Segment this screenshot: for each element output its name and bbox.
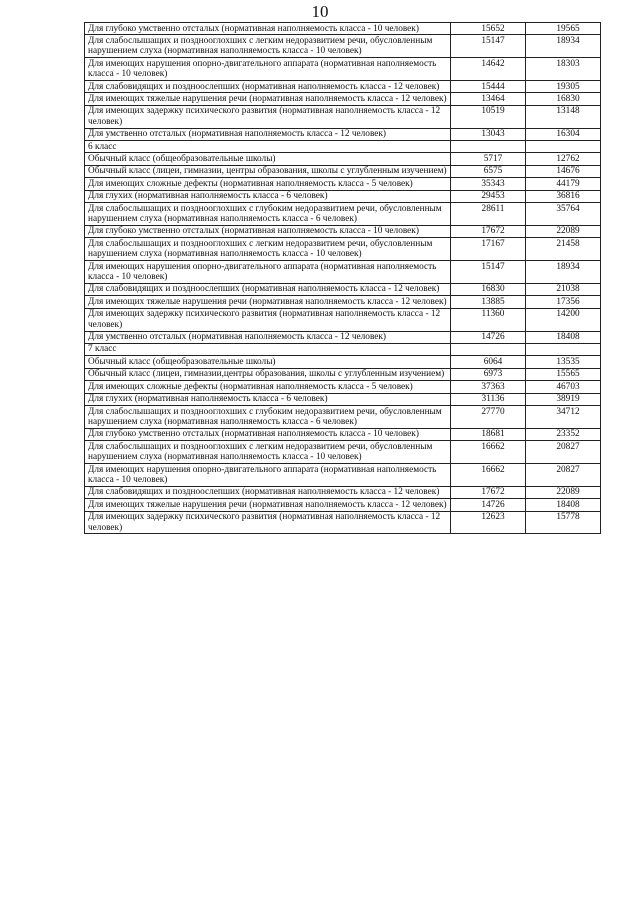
- section-title: 7 класс: [85, 343, 451, 355]
- value-cell-1: [451, 203, 526, 226]
- table-row: [85, 464, 601, 487]
- value-cell-2: [526, 105, 601, 128]
- section-header-row: [85, 343, 601, 355]
- value-1: 15147: [481, 35, 505, 46]
- value-1: 35343: [481, 178, 505, 189]
- value-cell-1: [451, 356, 526, 368]
- funding-table: [84, 22, 601, 534]
- value-cell-2: [526, 58, 601, 81]
- value-2: 18303: [556, 58, 580, 69]
- class-type-cell: Обычный класс (лицеи, гимназии, центры образования, школы с углубленным изучением): [85, 165, 451, 177]
- value-1: 18681: [481, 429, 505, 440]
- value-2: 13148: [556, 106, 580, 117]
- value-1: 37363: [481, 381, 505, 392]
- page-number: 10: [311, 2, 329, 21]
- class-type-cell: Для слабовидящих и поздноослепших (нормативная наполняемость класса - 12 человек): [85, 486, 451, 498]
- value-2: 16304: [556, 129, 580, 140]
- class-type-cell: Для глухих (нормативная наполняемость класса - 6 человек): [85, 190, 451, 202]
- class-type-cell: Для слабовидящих и поздноослепших (нормативная наполняемость класса - 12 человек): [85, 283, 451, 295]
- value-cell-2: [526, 441, 601, 464]
- value-1: 6973: [483, 369, 503, 380]
- table-row: [85, 178, 601, 190]
- value-2: 21038: [556, 284, 580, 295]
- value-cell-2: [526, 93, 601, 105]
- value-cell-1: [451, 441, 526, 464]
- table-row: [85, 393, 601, 405]
- value-2: 46703: [556, 381, 580, 392]
- class-type-cell: Для слабослышащих и позднооглохших с легким недоразвитием речи, обусловленным нарушением слуха (нормативная наполняемость класса - 10 человек): [85, 35, 451, 58]
- class-type-cell: Для имеющих тяжелые нарушения речи (нормативная наполняемость класса - 12 человек): [85, 499, 451, 511]
- class-type-cell: Обычный класс (общеобразовательные школы): [85, 356, 451, 368]
- value-2: 22089: [556, 226, 580, 237]
- value-2: 12762: [556, 153, 580, 164]
- class-type-cell: Для глубоко умственно отсталых (нормативная наполняемость класса - 10 человек): [85, 225, 451, 237]
- table-row: [85, 190, 601, 202]
- value-cell-2: [526, 165, 601, 177]
- table-row: [85, 81, 601, 93]
- value-cell-1: [451, 225, 526, 237]
- value-2: 13535: [556, 356, 580, 367]
- empty-cell: [526, 141, 601, 153]
- class-type-cell: Для слабослышащих и позднооглохших с легким недоразвитием речи, обусловленным нарушением слуха (нормативная наполняемость класса - 10 человек): [85, 441, 451, 464]
- table-row: [85, 406, 601, 429]
- value-1: 15147: [481, 261, 505, 272]
- value-cell-1: [451, 381, 526, 393]
- value-cell-2: [526, 296, 601, 308]
- value-1: 31136: [481, 394, 505, 405]
- table-row: [85, 203, 601, 226]
- value-cell-1: [451, 511, 526, 534]
- value-cell-2: [526, 428, 601, 440]
- class-type-cell: Для слабослышащих и позднооглохших с глубоким недоразвитием речи, обусловленным нарушением слуха (нормативная наполняемость класса - 6 человек): [85, 406, 451, 429]
- value-2: 14200: [556, 309, 580, 320]
- value-cell-2: [526, 238, 601, 261]
- table-row: [85, 296, 601, 308]
- table-row: [85, 225, 601, 237]
- value-cell-1: [451, 308, 526, 331]
- table-row: [85, 428, 601, 440]
- value-cell-2: [526, 406, 601, 429]
- table-row: [85, 58, 601, 81]
- value-cell-1: [451, 105, 526, 128]
- value-1: 17167: [481, 238, 505, 249]
- class-type-cell: Для слабослышащих и позднооглохших с легким недоразвитием речи, обусловленным нарушением слуха (нормативная наполняемость класса - 10 человек): [85, 238, 451, 261]
- empty-cell: [451, 141, 526, 153]
- value-1: 13464: [481, 93, 505, 104]
- value-cell-1: [451, 93, 526, 105]
- value-cell-2: [526, 128, 601, 140]
- value-cell-1: [451, 178, 526, 190]
- value-cell-2: [526, 499, 601, 511]
- table-row: [85, 261, 601, 284]
- value-2: 35764: [556, 203, 580, 214]
- value-cell-1: [451, 165, 526, 177]
- value-cell-1: [451, 58, 526, 81]
- value-1: 13043: [481, 129, 505, 140]
- value-2: 16830: [556, 93, 580, 104]
- value-2: 20827: [556, 441, 580, 452]
- table-row: [85, 105, 601, 128]
- value-cell-2: [526, 331, 601, 343]
- class-type-cell: Для имеющих тяжелые нарушения речи (нормативная наполняемость класса - 12 человек): [85, 93, 451, 105]
- value-cell-2: [526, 368, 601, 380]
- class-type-cell: Для умственно отсталых (нормативная наполняемость класса - 12 человек): [85, 331, 451, 343]
- value-cell-2: [526, 283, 601, 295]
- value-1: 12623: [481, 512, 505, 523]
- value-1: 10519: [481, 106, 505, 117]
- value-1: 28611: [481, 203, 505, 214]
- value-1: 17672: [481, 487, 505, 498]
- value-cell-2: [526, 381, 601, 393]
- table-row: [85, 153, 601, 165]
- table-row: [85, 308, 601, 331]
- class-type-cell: Для имеющих сложные дефекты (нормативная наполняемость класса - 5 человек): [85, 178, 451, 190]
- value-cell-2: [526, 464, 601, 487]
- class-type-cell: Для умственно отсталых (нормативная наполняемость класса - 12 человек): [85, 128, 451, 140]
- value-2: 20827: [556, 464, 580, 475]
- value-cell-2: [526, 178, 601, 190]
- value-cell-2: [526, 225, 601, 237]
- value-2: 19305: [556, 81, 580, 92]
- value-cell-2: [526, 81, 601, 93]
- value-2: 17356: [556, 296, 580, 307]
- table-row: [85, 165, 601, 177]
- value-cell-2: [526, 35, 601, 58]
- table-row: [85, 93, 601, 105]
- class-type-cell: Для слабовидящих и поздноослепших (нормативная наполняемость класса - 12 человек): [85, 81, 451, 93]
- empty-cell: [451, 343, 526, 355]
- table-row: [85, 499, 601, 511]
- table-row: [85, 486, 601, 498]
- value-cell-1: [451, 428, 526, 440]
- value-cell-1: [451, 238, 526, 261]
- value-1: 17672: [481, 226, 505, 237]
- value-1: 14642: [481, 58, 505, 69]
- value-cell-2: [526, 511, 601, 534]
- value-cell-1: [451, 35, 526, 58]
- value-2: 15565: [556, 369, 580, 380]
- section-title: 6 класс: [85, 141, 451, 153]
- value-1: 14726: [481, 499, 505, 510]
- value-cell-1: [451, 393, 526, 405]
- value-1: 11360: [481, 309, 505, 320]
- table-row: [85, 23, 601, 35]
- value-cell-1: [451, 486, 526, 498]
- value-2: 19565: [556, 23, 580, 34]
- value-2: 18408: [556, 332, 580, 343]
- value-2: 38919: [556, 394, 580, 405]
- table-row: [85, 128, 601, 140]
- class-type-cell: Для имеющих нарушения опорно-двигательного аппарата (нормативная наполняемость класса - 10 человек): [85, 464, 451, 487]
- value-cell-1: [451, 368, 526, 380]
- class-type-cell: Для имеющих нарушения опорно-двигательного аппарата (нормативная наполняемость класса - 10 человек): [85, 58, 451, 81]
- table-row: [85, 35, 601, 58]
- table-row: [85, 238, 601, 261]
- value-cell-1: [451, 128, 526, 140]
- class-type-cell: Для слабослышащих и позднооглохших с глубоким недоразвитием речи, обусловленным нарушением слуха (нормативная наполняемость класса - 6 человек): [85, 203, 451, 226]
- value-2: 23352: [556, 429, 580, 440]
- table-row: [85, 381, 601, 393]
- value-2: 22089: [556, 487, 580, 498]
- table-row: [85, 511, 601, 534]
- value-1: 14726: [481, 332, 505, 343]
- value-1: 13885: [481, 296, 505, 307]
- value-1: 6575: [483, 166, 503, 177]
- value-1: 15652: [481, 23, 505, 34]
- class-type-cell: Для имеющих сложные дефекты (нормативная наполняемость класса - 5 человек): [85, 381, 451, 393]
- value-cell-2: [526, 203, 601, 226]
- value-cell-2: [526, 393, 601, 405]
- value-1: 16662: [481, 464, 505, 475]
- value-cell-1: [451, 331, 526, 343]
- value-2: 18934: [556, 35, 580, 46]
- table-row: [85, 368, 601, 380]
- value-2: 34712: [556, 406, 580, 417]
- class-type-cell: Для имеющих задержку психического развития (нормативная наполняемость класса - 12 человек): [85, 308, 451, 331]
- value-2: 21458: [556, 238, 580, 249]
- table-body: [85, 23, 601, 534]
- class-type-cell: Обычный класс (общеобразовательные школы): [85, 153, 451, 165]
- table-row: [85, 283, 601, 295]
- value-2: 44179: [556, 178, 580, 189]
- class-type-cell: Для имеющих задержку психического развития (нормативная наполняемость класса - 12 человек): [85, 511, 451, 534]
- class-type-cell: Для имеющих задержку психического развития (нормативная наполняемость класса - 12 человек): [85, 105, 451, 128]
- value-cell-1: [451, 499, 526, 511]
- value-cell-1: [451, 261, 526, 284]
- value-2: 14676: [556, 166, 580, 177]
- value-1: 15444: [481, 81, 505, 92]
- class-type-cell: Обычный класс (лицеи, гимназии,центры образования, школы с углубленным изучением): [85, 368, 451, 380]
- value-1: 16830: [481, 284, 505, 295]
- value-cell-1: [451, 190, 526, 202]
- class-type-cell: Для глубоко умственно отсталых (нормативная наполняемость класса - 10 человек): [85, 428, 451, 440]
- value-2: 36816: [556, 191, 580, 202]
- value-2: 18934: [556, 261, 580, 272]
- section-header-row: [85, 141, 601, 153]
- value-cell-1: [451, 153, 526, 165]
- class-type-cell: Для имеющих тяжелые нарушения речи (нормативная наполняемость класса - 12 человек): [85, 296, 451, 308]
- value-cell-2: [526, 153, 601, 165]
- value-2: 15778: [556, 512, 580, 523]
- class-type-cell: Для глухих (нормативная наполняемость класса - 6 человек): [85, 393, 451, 405]
- value-1: 16662: [481, 441, 505, 452]
- value-cell-1: [451, 406, 526, 429]
- class-type-cell: Для имеющих нарушения опорно-двигательного аппарата (нормативная наполняемость класса - 10 человек): [85, 261, 451, 284]
- value-cell-1: [451, 464, 526, 487]
- value-cell-2: [526, 261, 601, 284]
- table-row: [85, 441, 601, 464]
- value-cell-2: [526, 308, 601, 331]
- value-cell-2: [526, 23, 601, 35]
- value-cell-1: [451, 23, 526, 35]
- value-cell-1: [451, 81, 526, 93]
- value-1: 5717: [483, 153, 503, 164]
- empty-cell: [526, 343, 601, 355]
- value-2: 18408: [556, 499, 580, 510]
- value-cell-1: [451, 296, 526, 308]
- value-1: 27770: [481, 406, 505, 417]
- value-1: 29453: [481, 191, 505, 202]
- value-cell-2: [526, 356, 601, 368]
- value-1: 6064: [483, 356, 503, 367]
- table-row: [85, 331, 601, 343]
- value-cell-2: [526, 190, 601, 202]
- table-row: [85, 356, 601, 368]
- value-cell-1: [451, 283, 526, 295]
- value-cell-2: [526, 486, 601, 498]
- class-type-cell: Для глубоко умственно отсталых (нормативная наполняемость класса - 10 человек): [85, 23, 451, 35]
